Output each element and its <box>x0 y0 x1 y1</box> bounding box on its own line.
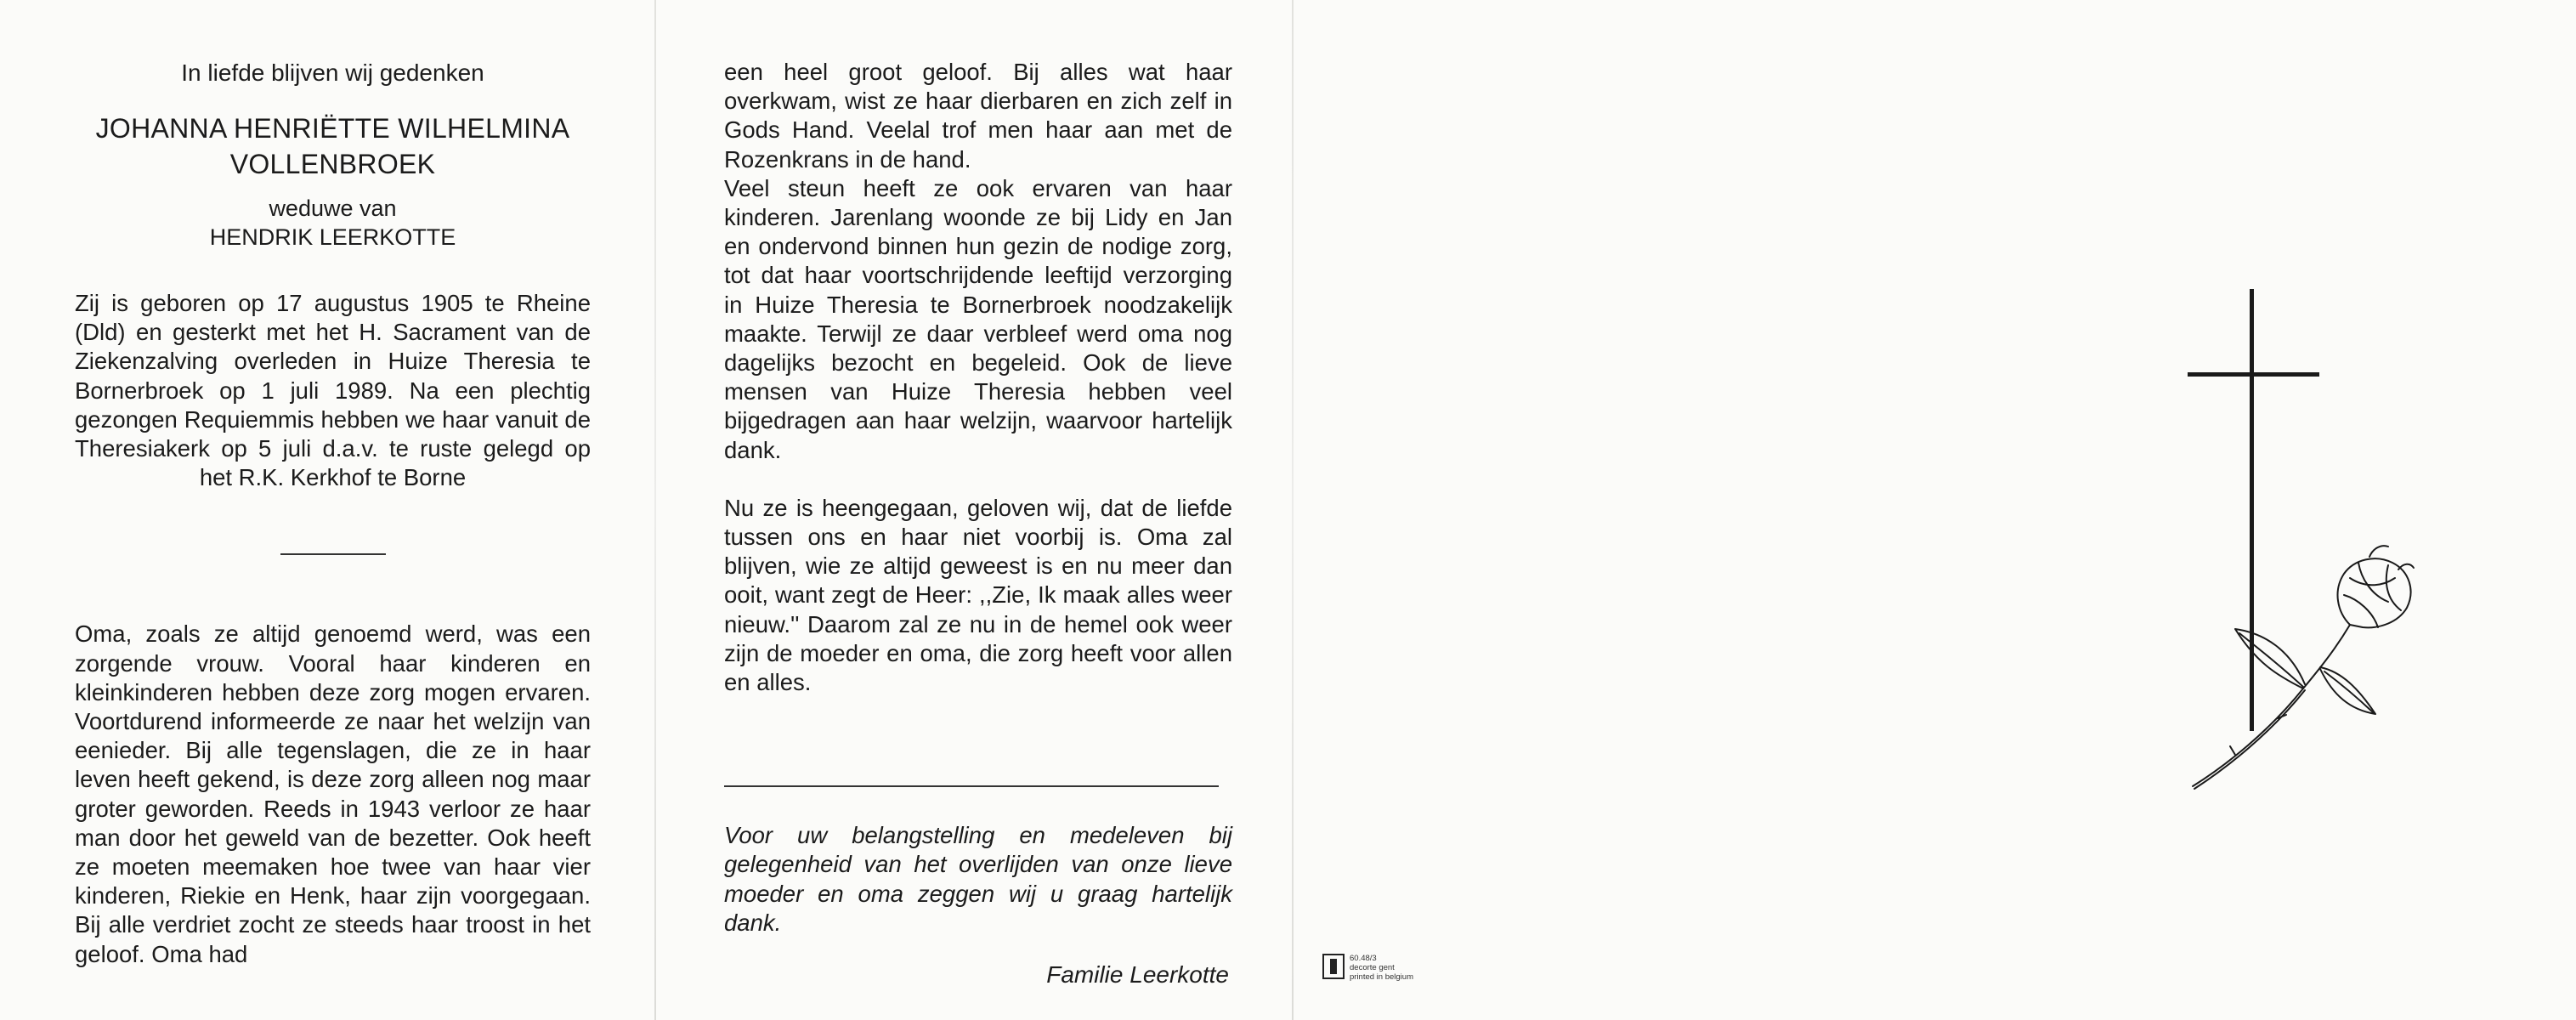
imprint-printed: printed in belgium <box>1350 972 1413 982</box>
biography-text: Zij is geboren op 17 augustus 1905 te Rheine (Dld) en gesterkt met het H. Sacrament van de Ziekenzalving overleden in Huize Theresia te Bornerbroek op 1 juli 1989. Na een plechtig gezongen Requiemmis hebben we haar vanuit de Theresiakerk op 5 juli d.a.v. te ruste gelegd op het R.K. Kerkhof te Borne <box>75 290 591 491</box>
memorial-text-1: Oma, zoals ze altijd genoemd werd, was een zorgende vrouw. Vooral haar kinderen en kleinkinderen hebben deze zorg mogen ervaren. Voortdurend informeerde ze naar het welzijn van eenieder. Bij alle tegenslagen, die ze in haar leven heeft gekend, is deze zorg alleen nog maar groter geworden. Reeds in 1943 verloor ze haar man door het geweld van de bezetter. Ook heeft ze moeten meemaken hoe twee van haar vier kinderen, Riekie en Henk, haar zijn voorgegaan. Bij alle verdriet zocht ze steeds haar troost in het geloof. Oma had <box>75 620 591 967</box>
deceased-name-line2: VOLLENBROEK <box>229 149 436 179</box>
printer-imprint <box>1322 954 1413 982</box>
imprint-publisher: decorte gent <box>1350 963 1395 972</box>
thanks-text: Voor uw belangstelling en medeleven bij gelegenheid van het overlijden van onze lieve moeder en oma zeggen wij u graag hartelijk dank. <box>724 822 1232 936</box>
deceased-name-line1: JOHANNA HENRIËTTE WILHELMINA <box>95 113 570 144</box>
memorial-text-4: Nu ze is heengegaan, geloven wij, dat de liefde tussen ons en haar niet voorbij is. Oma zal blijven, wie ze altijd geweest is en nu meer dan ooit, want zegt de Heer: ,,Zie, Ik maak alles weer nieuw.'' Daarom zal ze nu in de hemel ook weer zijn de moeder en oma, die zorg heeft voor allen en alles. <box>724 494 1232 696</box>
intro-line: In liefde blijven wij gedenken <box>181 60 484 86</box>
left-panel <box>0 0 654 1020</box>
widow-of-label: weduwe van <box>269 196 397 221</box>
divider <box>724 785 1219 787</box>
memorial-text-3: Veel steun heeft ze ook ervaren van haar kinderen. Jarenlang woonde ze bij Lidy en Jan en ondervond binnen hun gezin de nodige zorg, tot dat haar voortschrijdende leeftijd verzorging in Huize Theresia te Bornerbroek noodzakelijk maakte. Terwijl ze daar verbleef werd oma nog dagelijks bezocht en begeleid. Ook de lieve mensen van Huize Theresia hebben veel bijgedragen aan haar welzijn, waarvoor hartelijk dank. <box>724 174 1232 463</box>
imprint-code: 60.48/3 <box>1350 954 1377 963</box>
husband-name: HENDRIK LEERKOTTE <box>209 224 456 250</box>
deceased-name <box>75 110 591 182</box>
publisher-logo-icon <box>1322 954 1345 979</box>
rose-icon <box>2193 546 2414 789</box>
cross-with-rose-illustration <box>2176 289 2431 799</box>
family-signature: Familie Leerkotte <box>1046 961 1229 989</box>
middle-panel <box>656 0 1292 1020</box>
memorial-text-2: een heel groot geloof. Bij alles wat haar overkwam, wist ze haar dierbaren en zich zelf in Gods Hand. Veelal trof men haar aan met de Rozenkrans in de hand. <box>724 59 1232 173</box>
cross-icon <box>2188 289 2319 731</box>
divider <box>280 553 386 555</box>
